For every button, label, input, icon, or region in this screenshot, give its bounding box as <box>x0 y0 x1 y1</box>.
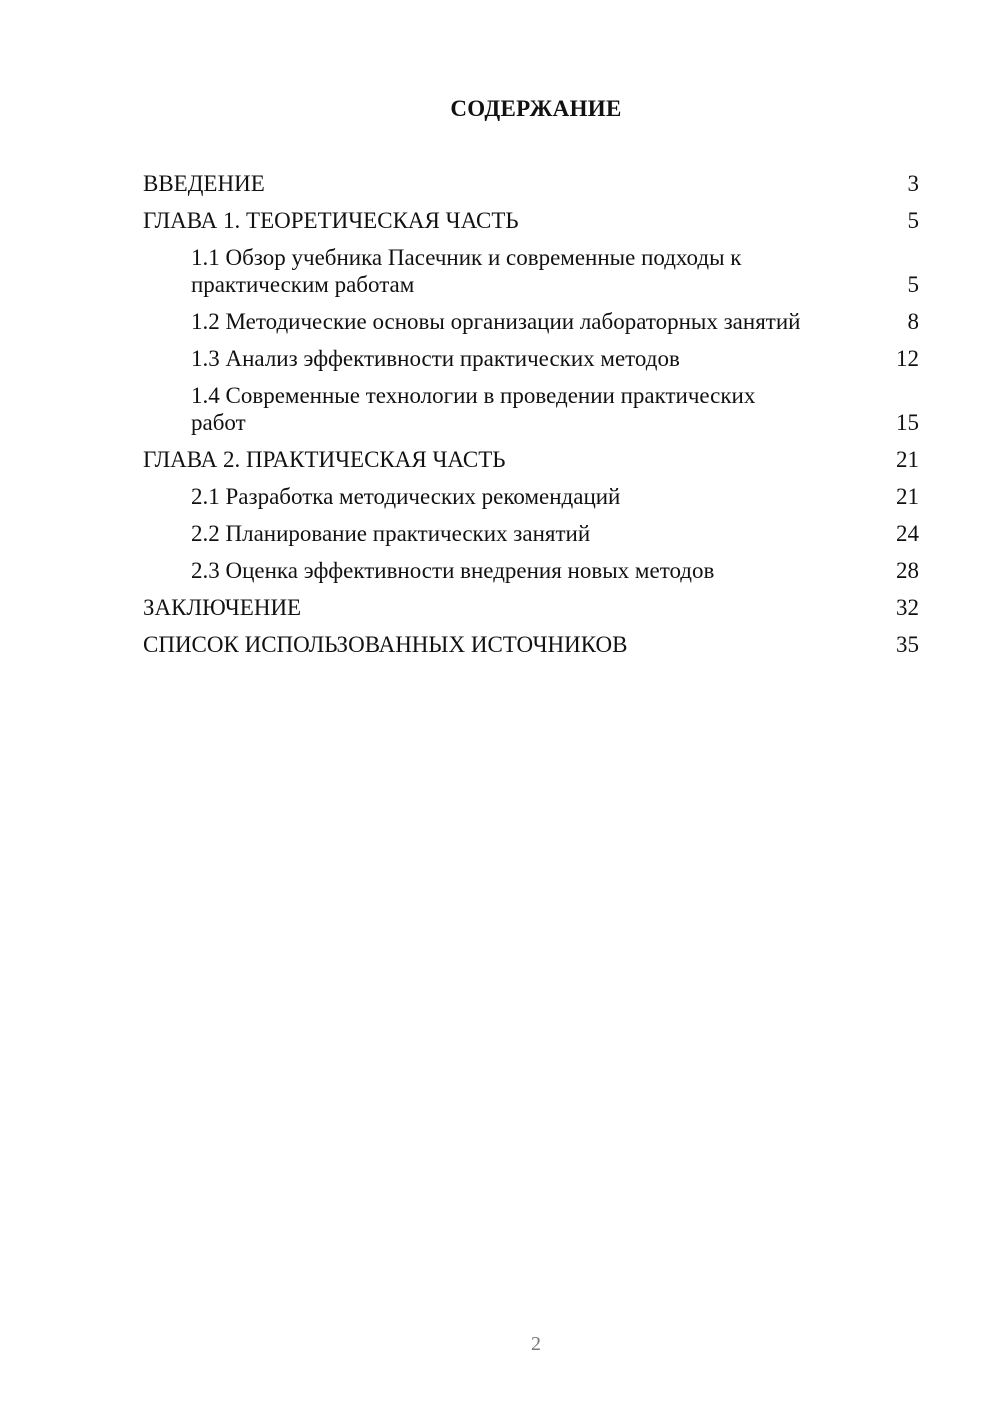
toc-entry-page: 5 <box>907 272 919 297</box>
toc-entry-label: 1.3 Анализ эффективности практических методов <box>191 346 680 371</box>
toc-entry-section-1-4[interactable] <box>143 382 919 436</box>
toc-entry-section-2-1[interactable] <box>143 483 919 510</box>
toc-entry-page: 5 <box>907 208 919 233</box>
toc-entry-label: ГЛАВА 1. ТЕОРЕТИЧЕСКАЯ ЧАСТЬ <box>143 208 519 233</box>
toc-entry-section-2-3[interactable] <box>143 557 919 584</box>
toc-entry-label: 2.1 Разработка методических рекомендаций <box>191 484 621 509</box>
toc-entry-page: 8 <box>907 309 919 334</box>
toc-entry-label: ЗАКЛЮЧЕНИЕ <box>143 595 302 620</box>
toc-entry-conclusion[interactable] <box>143 594 919 621</box>
toc-entry-label: ГЛАВА 2. ПРАКТИЧЕСКАЯ ЧАСТЬ <box>143 447 506 472</box>
toc-entry-section-1-3[interactable] <box>143 345 919 372</box>
toc-entry-page: 15 <box>896 410 919 435</box>
toc-entry-page: 3 <box>907 171 919 196</box>
toc-entry-label: 1.2 Методические основы организации лабораторных занятий <box>191 309 801 334</box>
toc-entry-page: 21 <box>896 447 919 472</box>
toc-entry-page: 21 <box>896 484 919 509</box>
toc-entry-page: 24 <box>896 521 919 546</box>
toc-entry-section-1-1[interactable] <box>143 244 919 298</box>
toc-entry-label: СПИСОК ИСПОЛЬЗОВАННЫХ ИСТОЧНИКОВ <box>143 632 628 657</box>
toc-entry-section-2-2[interactable] <box>143 520 919 547</box>
toc-entry-page: 28 <box>896 558 919 583</box>
toc-entry-section-1-2[interactable] <box>143 308 919 335</box>
toc-entry-chapter-2[interactable] <box>143 446 919 473</box>
toc-title: СОДЕРЖАНИЕ <box>450 96 622 121</box>
toc-entry-references[interactable] <box>143 631 919 658</box>
toc-entry-label: 1.1 Обзор учебника Пасечник и современные подходы к практическим работам <box>191 245 742 297</box>
toc-entry-label: 2.2 Планирование практических занятий <box>191 521 591 546</box>
table-of-contents <box>143 170 919 668</box>
toc-entry-label: 1.4 Современные технологии в проведении практических работ <box>191 383 756 435</box>
toc-entry-label: ВВЕДЕНИЕ <box>143 171 265 196</box>
toc-entry-page: 12 <box>896 346 919 371</box>
toc-entry-page: 32 <box>896 595 919 620</box>
toc-entry-label: 2.3 Оценка эффективности внедрения новых методов <box>191 558 715 583</box>
toc-entry-page: 35 <box>896 632 919 657</box>
page-number: 2 <box>531 1333 541 1355</box>
toc-entry-introduction[interactable] <box>143 170 919 197</box>
toc-entry-chapter-1[interactable] <box>143 207 919 234</box>
